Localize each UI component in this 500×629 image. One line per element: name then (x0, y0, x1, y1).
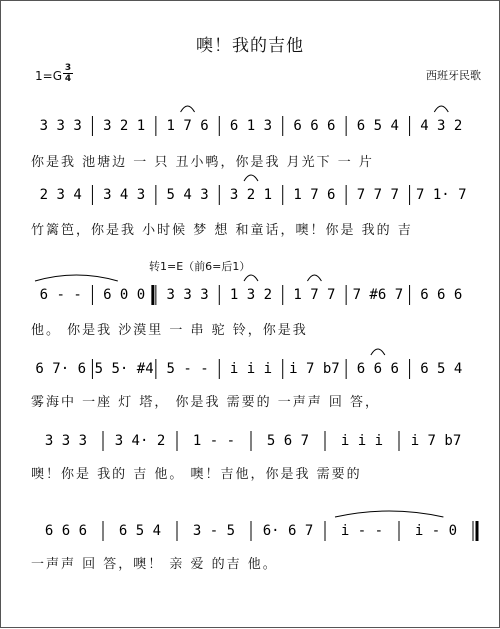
measure: 6 - - (39, 287, 82, 303)
measure: 6 0 0 (103, 287, 146, 303)
measure: i 7 b7 (289, 361, 340, 377)
time-signature-bottom: 4 (64, 74, 72, 84)
measure: 1 7 7 (293, 287, 336, 303)
measure: 1 3 2 (229, 287, 273, 303)
measure: 7 7 7 (356, 187, 399, 203)
measure: 3 - 5 (192, 523, 236, 539)
measure: i i i (340, 433, 384, 449)
measure: 2 3 4 (39, 187, 82, 203)
song-origin: 西班牙民歌 (426, 69, 481, 82)
lyrics-line-3: 他。 你是我 沙漠里 一 串 驼 铃，你是我 (31, 323, 308, 338)
measure: 6 6 6 (44, 523, 88, 539)
lyrics-line-6: 一声声 回 答，噢！ 亲 爱 的吉 他。 (31, 557, 278, 572)
measure: 5 6 7 (266, 433, 310, 449)
notation-canvas (1, 1, 500, 629)
notes-row-3 (40, 287, 463, 303)
slur (371, 349, 385, 355)
measure: 6 5 4 (118, 523, 162, 539)
slur (244, 175, 258, 181)
slur (335, 511, 443, 517)
key-signature: 1=G (35, 69, 62, 83)
measure: 3 4 3 (103, 187, 146, 203)
slur (307, 275, 321, 281)
measure: 5 - - (166, 361, 209, 377)
measure: 3 2 1 (103, 118, 146, 134)
measure: 1 7 6 (166, 118, 209, 134)
measure: 6 5 4 (420, 361, 463, 377)
lyrics-line-5: 噢！你是 我的 吉 他。 噢！吉他，你是我 需要的 (31, 467, 362, 482)
measure: i - 0 (414, 523, 458, 539)
key-change-label: 转1=E（前6=后1） (149, 260, 251, 273)
notes-row-4 (35, 361, 462, 377)
lyrics-line-2: 竹篱笆，你是我 小时候 梦 想 和童话，噢！你是 我的 吉 (31, 223, 413, 238)
measure: 3 3 3 (166, 287, 209, 303)
slur (244, 275, 258, 281)
measure: i - - (340, 523, 384, 539)
measure: 5 5· #4 (94, 361, 154, 377)
measure: 7 1· 7 (415, 187, 467, 203)
lyrics-line-1: 你是我 池塘边 一 只 丑小鸭，你是我 月光下 一 片 (31, 155, 374, 170)
notes-row-2 (40, 187, 467, 203)
slur (35, 275, 118, 281)
measure: 3 3 3 (44, 433, 88, 449)
lyrics-line-4: 雾海中 一座 灯 塔， 你是我 需要的 一声声 回 答， (31, 395, 381, 410)
measure: 6· 6 7 (262, 523, 314, 539)
measure: 3 4· 2 (114, 433, 166, 449)
measure: 6 5 4 (356, 118, 399, 134)
measure: 6 6 6 (420, 287, 463, 303)
measure: 4 3 2 (420, 118, 463, 134)
time-signature-top: 3 (64, 63, 72, 73)
slur (434, 106, 448, 112)
measure: 3 2 1 (229, 187, 273, 203)
measure: i i i (229, 361, 273, 377)
measure: 3 3 3 (39, 118, 82, 134)
measure: 1 - - (192, 433, 236, 449)
slur (181, 106, 195, 112)
measure: 6 1 3 (229, 118, 273, 134)
measure: 1 7 6 (293, 187, 336, 203)
measure: 6 7· 6 (35, 361, 87, 377)
measure: 6 6 6 (293, 118, 336, 134)
notes-row-1 (40, 118, 463, 134)
measure: 7 #6 7 (352, 287, 404, 303)
measure: 6 6 6 (356, 361, 399, 377)
measure: i 7 b7 (410, 433, 462, 449)
measure: 5 4 3 (166, 187, 209, 203)
song-title: 噢！我的吉他 (196, 36, 304, 56)
